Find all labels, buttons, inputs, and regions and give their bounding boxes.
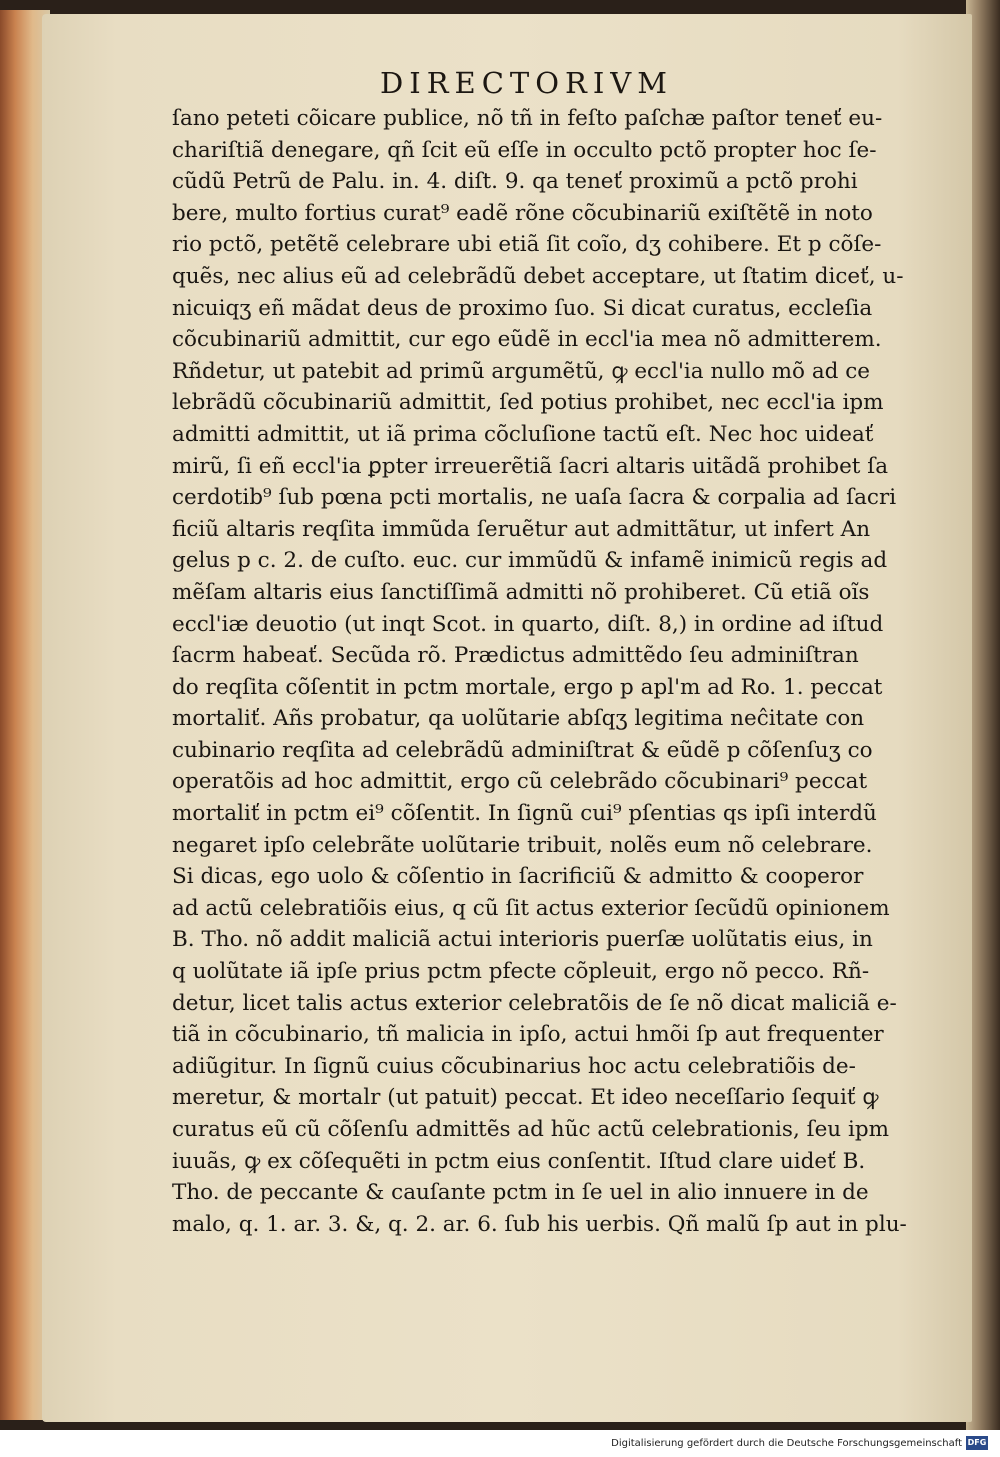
text-line: ficiũ altaris reqſita immũda ſeruẽtur aut admittãtur, ut infert An bbox=[172, 516, 871, 542]
text-line: mortaliť in pctm ei⁹ cõſentit. In ſignũ cui⁹ pſentias qs ipſi interdũ bbox=[172, 801, 877, 827]
text-line: cũdũ Petrũ de Palu. in. 4. diſt. 9. qa teneť proximũ a pctõ prohi bbox=[172, 169, 858, 195]
dfg-logo: DFG bbox=[966, 1436, 988, 1450]
text-line: meretur, & mortalr (ut patuit) peccat. Et ideo neceſſario ſequiť ꝙ bbox=[172, 1085, 879, 1111]
text-line: operatõis ad hoc admittit, ergo cũ celebrãdo cõcubinari⁹ peccat bbox=[172, 769, 868, 795]
text-line: ad actũ celebratiõis eius, q cũ ſit actus exterior ſecũdũ opinionem bbox=[172, 895, 890, 921]
text-line: Tho. de peccante & cauſante pctm in ſe uel in alio innuere in de bbox=[172, 1180, 869, 1206]
text-line: gelus p c. 2. de cuſto. euc. cur immũdũ & infamẽ inimicũ regis ad bbox=[172, 548, 888, 574]
body-text bbox=[172, 103, 912, 1240]
text-line: admitti admittit, ut iã prima cõcluſione tactũ eſt. Nec hoc uideať bbox=[172, 421, 874, 447]
text-line: tiã in cõcubinario, tñ malicia in ipſo, actui hmõi ſp aut frequenter bbox=[172, 1022, 884, 1048]
text-line: detur, licet talis actus exterior celebratõis de ſe nõ dicat maliciã e- bbox=[172, 990, 897, 1016]
footer-credit: Digitalisierung gefördert durch die Deutsche Forschungsgemeinschaft bbox=[611, 1438, 962, 1449]
text-line: mẽſam altaris eius ſanctiſſimã admitti nõ prohiberet. Cũ etiã oĩs bbox=[172, 579, 870, 605]
text-line: chariſtiã denegare, qñ ſcit eũ eſſe in occulto pctõ propter hoc ſe- bbox=[172, 137, 877, 163]
text-line: malo, q. 1. ar. 3. &, q. 2. ar. 6. ſub his uerbis. Qñ malũ ſp aut in plu- bbox=[172, 1211, 907, 1237]
text-line: cerdotib⁹ ſub pœna pcti mortalis, ne uaſa ſacra & corpalia ad ſacri bbox=[172, 485, 897, 511]
text-line: curatus eũ cũ cõſenſu admittẽs ad hũc actũ celebrationis, ſeu ipm bbox=[172, 1117, 889, 1142]
text-line: Rñdetur, ut patebit ad primũ argumẽtũ, ꝙ eccl'ia nullo mõ ad ce bbox=[172, 358, 871, 384]
text-line: eccl'iæ deuotio (ut inqt Scot. in quarto, diſt. 8,) in ordine ad iſtud bbox=[172, 611, 884, 637]
text-line: q uolũtate iã ipſe prius pctm pfecte cõpleuit, ergo nõ pecco. Rñ- bbox=[172, 959, 870, 985]
text-line: B. Tho. nõ addit maliciã actui interioris puerſæ uolũtatis eius, in bbox=[172, 927, 873, 953]
text-line: adiũgitur. In ſignũ cuius cõcubinarius hoc actu celebratiõis de- bbox=[172, 1053, 856, 1079]
text-line: Si dicas, ego uolo & cõſentio in ſacrificiũ & admitto & cooperor bbox=[172, 864, 864, 890]
text-line: iuuãs, ꝙ ex cõſequẽti in pctm eius conſentit. Iſtud clare uideť B. bbox=[172, 1148, 866, 1174]
text-line: nicuiqʒ eñ mãdat deus de proximo ſuo. Si dicat curatus, eccleſia bbox=[172, 295, 873, 321]
text-line: lebrãdũ cõcubinariũ admittit, ſed potius prohibet, nec eccl'ia ipm bbox=[172, 390, 884, 416]
text-line: do reqſita cõſentit in pctm mortale, ergo p apl'm ad Ro. 1. peccat bbox=[172, 674, 883, 700]
text-line: bere, multo fortius curat⁹ eadẽ rõne cõcubinariũ exiſtẽtẽ in noto bbox=[172, 200, 873, 226]
footer-bar bbox=[0, 1430, 1000, 1457]
text-line: mirũ, ſi eñ eccl'ia ꝑpter irreuerẽtiã ſacri altaris uitãdã prohibet ſa bbox=[172, 453, 889, 479]
text-line: cõcubinariũ admittit, cur ego eũdẽ in eccl'ia mea nõ admitterem. bbox=[172, 327, 882, 353]
text-line: ſano peteti cõicare publice, nõ tñ in feſto paſchæ paſtor teneť eu- bbox=[172, 106, 883, 131]
text-line: rio pctõ, petẽtẽ celebrare ubi etiã ſit coĩo, dʒ cohibere. Et p cõſe- bbox=[172, 232, 882, 258]
text-line: negaret ipſo celebrãte uolũtarie tribuit, nolẽs eum nõ celebrare. bbox=[172, 832, 873, 858]
text-line: cubinario reqſita ad celebrãdũ adminiſtrat & eũdẽ p cõſenſuʒ co bbox=[172, 737, 873, 763]
text-line: ſacrm habeať. Secũda rõ. Prædictus admittẽdo ſeu adminiſtran bbox=[172, 643, 859, 669]
running-head: DIRECTORIVM bbox=[380, 66, 673, 100]
text-line: mortaliť. Añs probatur, qa uolũtarie abſqʒ legitima neĉitate con bbox=[172, 706, 865, 732]
text-line: quẽs, nec alius eũ ad celebrãdũ debet acceptare, ut ſtatim diceť, u- bbox=[172, 263, 904, 289]
